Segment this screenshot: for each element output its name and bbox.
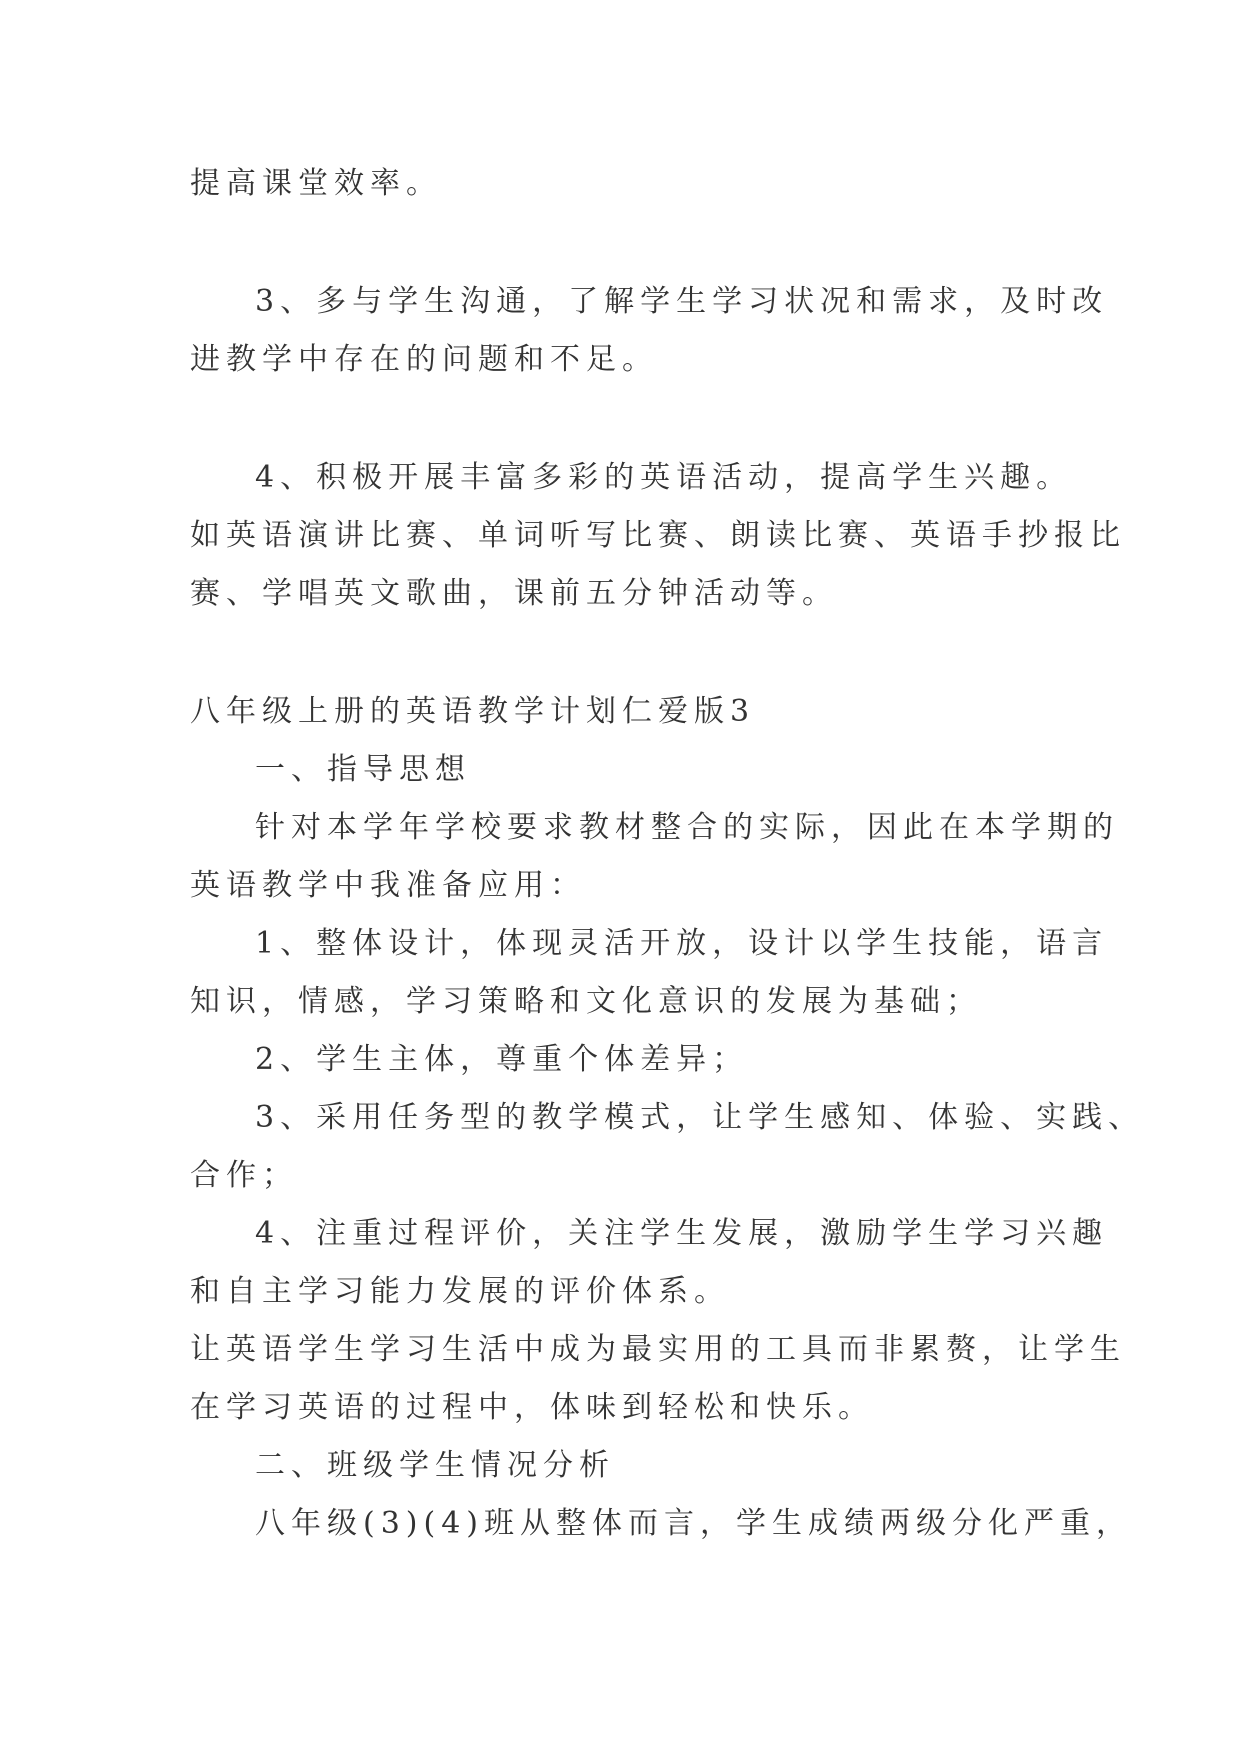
text-line: 让英语学生学习生活中成为最实用的工具而非累赘，让学生 <box>190 1332 1126 1367</box>
section-heading: 一、指导思想 <box>255 752 471 787</box>
text-line: 和自主学习能力发展的评价体系。 <box>190 1274 730 1309</box>
text-line: 进教学中存在的问题和不足。 <box>190 342 658 377</box>
text-line: 2、学生主体，尊重个体差异； <box>255 1042 749 1077</box>
text-line: 在学习英语的过程中，体味到轻松和快乐。 <box>190 1390 874 1425</box>
text-line: 合作； <box>190 1158 298 1193</box>
text-line: 4、注重过程评价，关注学生发展，激励学生学习兴趣 <box>255 1216 1109 1251</box>
text-line: 4、积极开展丰富多彩的英语活动，提高学生兴趣。 <box>255 460 1073 495</box>
text-line: 英语教学中我准备应用： <box>190 868 586 903</box>
text-line: 如英语演讲比赛、单词听写比赛、朗读比赛、英语手抄报比 <box>190 518 1126 553</box>
text-line: 3、采用任务型的教学模式，让学生感知、体验、实践、 <box>255 1100 1145 1135</box>
text-line: 知识，情感，学习策略和文化意识的发展为基础； <box>190 984 982 1019</box>
text-line: 赛、学唱英文歌曲，课前五分钟活动等。 <box>190 576 838 611</box>
text-line: 1、整体设计，体现灵活开放，设计以学生技能，语言 <box>255 926 1109 961</box>
text-line: 针对本学年学校要求教材整合的实际，因此在本学期的 <box>255 810 1119 845</box>
text-line: 提高课堂效率。 <box>190 166 442 201</box>
text-line: 3、多与学生沟通，了解学生学习状况和需求，及时改 <box>255 284 1109 319</box>
section-title: 八年级上册的英语教学计划仁爱版3 <box>190 694 756 729</box>
text-line: 八年级(3)(4)班从整体而言，学生成绩两级分化严重， <box>255 1506 1132 1541</box>
section-heading: 二、班级学生情况分析 <box>255 1448 615 1483</box>
